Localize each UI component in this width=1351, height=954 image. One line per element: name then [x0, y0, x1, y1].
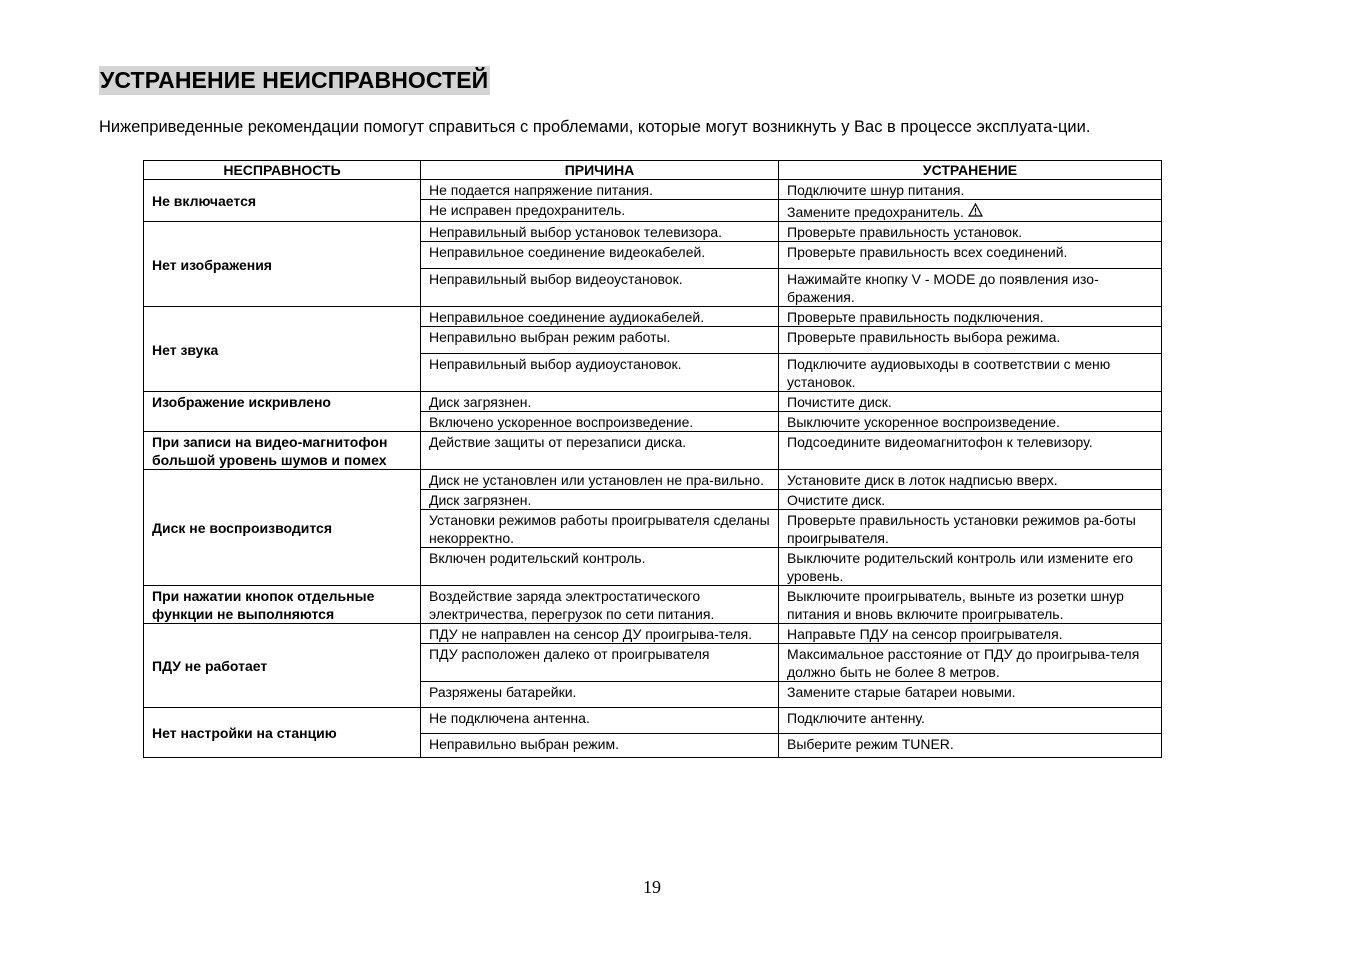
intro-paragraph: Нижеприведенные рекомендации помогут справиться с проблемами, которые могут возникнуть у Вас в процессе эксплуата-ции.: [99, 118, 1091, 136]
table-row: [144, 392, 1162, 412]
header-problem: НЕСПРАВНОСТЬ: [144, 161, 421, 180]
problem-cell: При записи на видео-магнитофон большой уровень шумов и помех: [144, 432, 421, 470]
table-row: [144, 708, 1162, 734]
problem-cell: Диск не воспроизводится: [144, 470, 421, 586]
solution-cell: Проверьте правильность подключения.: [779, 307, 1162, 327]
page-number: 19: [643, 877, 661, 897]
cause-cell: ПДУ расположен далеко от проигрывателя: [421, 644, 779, 682]
solution-cell: Направьте ПДУ на сенсор проигрывателя.: [779, 624, 1162, 644]
cause-cell: Неправильный выбор аудиоустановок.: [421, 354, 779, 392]
solution-cell: Установите диск в лоток надписью вверх.: [779, 470, 1162, 490]
troubleshooting-table: [143, 160, 1162, 758]
solution-cell: Выключите родительский контроль или измените его уровень.: [779, 548, 1162, 586]
problem-cell: Изображение искривлено: [144, 392, 421, 432]
problem-cell: Нет изображения: [144, 222, 421, 307]
table-row: [144, 180, 1162, 200]
cause-cell: Неправильное соединение аудиокабелей.: [421, 307, 779, 327]
solution-cell: Почистите диск.: [779, 392, 1162, 412]
cause-cell: Диск загрязнен.: [421, 392, 779, 412]
cause-cell: Не подается напряжение питания.: [421, 180, 779, 200]
table-row: [144, 222, 1162, 242]
table-row: [144, 586, 1162, 624]
solution-cell: Подключите антенну.: [779, 708, 1162, 734]
solution-cell: Нажимайте кнопку V - MODE до появления изо-бражения.: [779, 269, 1162, 307]
cause-cell: Неправильный выбор установок телевизора.: [421, 222, 779, 242]
cause-cell: Не исправен предохранитель.: [421, 200, 779, 222]
table-row: [144, 624, 1162, 644]
solution-cell: Выключите ускоренное воспроизведение.: [779, 412, 1162, 432]
header-solution: УСТРАНЕНИЕ: [779, 161, 1162, 180]
cause-cell: Неправильно выбран режим.: [421, 734, 779, 758]
table-row: [144, 307, 1162, 327]
solution-text: Замените предохранитель.: [787, 204, 964, 220]
cause-cell: Включено ускоренное воспроизведение.: [421, 412, 779, 432]
table-row: [144, 470, 1162, 490]
cause-cell: Включен родительский контроль.: [421, 548, 779, 586]
page-title: УСТРАНЕНИЕ НЕИСПРАВНОСТЕЙ: [100, 67, 489, 93]
cause-cell: ПДУ не направлен на сенсор ДУ проигрыва-теля.: [421, 624, 779, 644]
problem-cell: При нажатии кнопок отдельные функции не выполняются: [144, 586, 421, 624]
table-header-row: [144, 161, 1162, 180]
problem-cell: Нет настройки на станцию: [144, 708, 421, 758]
solution-cell: Подсоедините видеомагнитофон к телевизору.: [779, 432, 1162, 470]
solution-cell: Выберите режим TUNER.: [779, 734, 1162, 758]
solution-cell: Максимальное расстояние от ПДУ до проигрыва-теля должно быть не более 8 метров.: [779, 644, 1162, 682]
problem-cell: Не включается: [144, 180, 421, 222]
solution-cell: Проверьте правильность установки режимов ра-боты проигрывателя.: [779, 510, 1162, 548]
cause-cell: Разряжены батарейки.: [421, 682, 779, 708]
cause-cell: Диск не установлен или установлен не пра-вильно.: [421, 470, 779, 490]
cause-cell: Установки режимов работы проигрывателя сделаны некорректно.: [421, 510, 779, 548]
problem-cell: Нет звука: [144, 307, 421, 392]
cause-cell: Действие защиты от перезаписи диска.: [421, 432, 779, 470]
solution-cell: Замените старые батареи новыми.: [779, 682, 1162, 708]
cause-cell: Неправильно выбран режим работы.: [421, 327, 779, 354]
warning-triangle-icon: [968, 203, 983, 220]
solution-cell: Очистите диск.: [779, 490, 1162, 510]
solution-cell: Проверьте правильность выбора режима.: [779, 327, 1162, 354]
solution-cell: Подключите аудиовыходы в соответствии с меню установок.: [779, 354, 1162, 392]
cause-cell: Диск загрязнен.: [421, 490, 779, 510]
solution-cell: Выключите проигрыватель, выньте из розетки шнур питания и вновь включите проигрыватель.: [779, 586, 1162, 624]
cause-cell: Неправильный выбор видеоустановок.: [421, 269, 779, 307]
cause-cell: Воздействие заряда электростатического электричества, перегрузок по сети питания.: [421, 586, 779, 624]
cause-cell: Не подключена антенна.: [421, 708, 779, 734]
table-row: [144, 432, 1162, 470]
solution-cell: Проверьте правильность всех соединений.: [779, 242, 1162, 269]
solution-cell: Проверьте правильность установок.: [779, 222, 1162, 242]
problem-cell: ПДУ не работает: [144, 624, 421, 708]
cause-cell: Неправильное соединение видеокабелей.: [421, 242, 779, 269]
solution-cell: Подключите шнур питания.: [779, 180, 1162, 200]
solution-cell: [779, 200, 1162, 222]
header-cause: ПРИЧИНА: [421, 161, 779, 180]
